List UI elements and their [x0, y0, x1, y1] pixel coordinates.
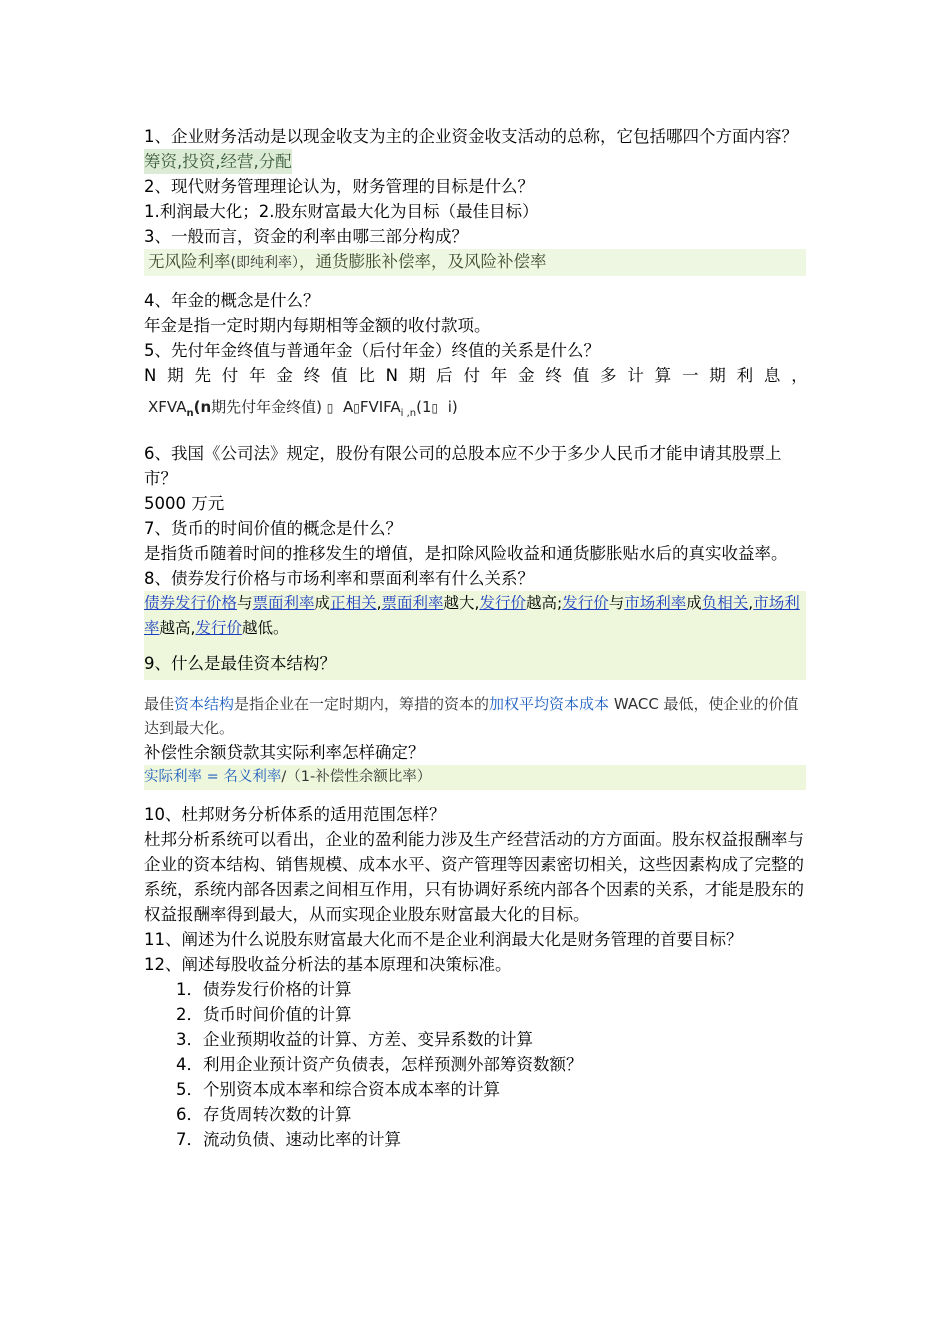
q5-question: 5、先付年金终值与普通年金（后付年金）终值的关系是什么？: [144, 341, 600, 360]
q5-answer-word: 多: [600, 366, 617, 385]
formula-sub-n: n: [186, 408, 194, 419]
list-item: 2．货币时间价值的计算: [176, 1005, 352, 1024]
q5-answer-word: 计: [627, 366, 644, 385]
q10-answer: 杜邦分析系统可以看出，企业的盈利能力涉及生产经营活动的方方面面。股东权益报酬率与企业的资本结构、销售规模、成本水平、资产管理等因素密切相关，这些因素构成了完整的系统，系统内部各因素之间相互作用，只有协调好系统内部各个因素的关系，才能是股东的权益报酬率得到最大，从而实现企业股东财富最大化的目标。: [144, 830, 804, 924]
q5-answer-word: 一: [681, 366, 699, 385]
q5-answer-word: 息: [763, 366, 781, 385]
q8-text: 越高;: [525, 594, 563, 612]
q4-answer: 年金是指一定时期内每期相等金额的收付款项。: [144, 316, 491, 335]
list-item: 5．个别资本成本率和综合资本成本率的计算: [176, 1080, 500, 1099]
link-capital-structure[interactable]: 资本结构: [174, 695, 235, 713]
link-coupon-rate[interactable]: 票面利率: [381, 594, 444, 612]
link-negative-correlation[interactable]: 负相关: [701, 594, 749, 612]
formula-box-icon: ▯: [431, 401, 439, 415]
q5-answer-word: 利: [736, 366, 754, 385]
q6-answer: 5000 万元: [144, 494, 225, 513]
q5-answer-word: 先: [194, 366, 211, 385]
list-item: 6．存货周转次数的计算: [176, 1105, 352, 1124]
q5-answer-word: 算: [654, 366, 672, 385]
formula-sub-in: i ,n: [400, 408, 417, 419]
formula-i: i): [447, 398, 458, 416]
list-item: 3．企业预期收益的计算、方差、变异系数的计算: [176, 1030, 533, 1049]
link-issue-price[interactable]: 发行价: [195, 619, 242, 637]
q12-question: 12、阐述每股收益分析法的基本原理和决策标准。: [144, 955, 512, 974]
link-bond-issue-price[interactable]: 债券发行价格: [144, 594, 238, 612]
q11-question: 11、阐述为什么说股东财富最大化而不是企业利润最大化是财务管理的首要目标？: [144, 930, 743, 949]
q10-question: 10、杜邦财务分析体系的适用范围怎样？: [144, 805, 446, 824]
list-item: 4．利用企业预计资产负债表，怎样预测外部筹资数额？: [176, 1055, 583, 1074]
q7-question: 7、货币的时间价值的概念是什么？: [144, 519, 402, 538]
q3-answer-note: (即纯利率）: [230, 255, 299, 271]
q9-question: 9、什么是最佳资本结构？: [144, 651, 806, 680]
q4-question: 4、年金的概念是什么？: [144, 291, 320, 310]
q5-answer-word: 后: [436, 366, 453, 385]
q7-answer: 是指货币随着时间的推移发生的增值，是扣除风险收益和通货膨胀贴水后的真实收益率。: [144, 544, 788, 563]
q9-sub-question: 补偿性余额贷款其实际利率怎样确定？: [144, 743, 425, 762]
q8-text: 越低。: [241, 619, 289, 637]
q9-text: 是指企业在一定时期内，筹措的资本的: [234, 695, 490, 713]
q9-formula: [144, 765, 806, 790]
link-market-rate[interactable]: 市场利率: [624, 594, 687, 612]
q3-answer: [144, 249, 806, 276]
q5-answer-word: 期: [167, 366, 184, 385]
formula-xfva: XFVA: [148, 398, 187, 416]
q9-text: WACC 最低，使企业的价值达到最大化。: [144, 695, 799, 737]
q5-answer-word: 金: [518, 366, 535, 385]
q8-text: ,: [748, 594, 754, 612]
q8-text: 成: [686, 594, 702, 612]
q5-answer-word: 值: [331, 366, 348, 385]
link-issue-price[interactable]: 发行价: [479, 594, 526, 612]
q5-formula: [144, 392, 808, 429]
q5-answer-word: 期: [408, 366, 426, 385]
q8-text: ,: [376, 594, 382, 612]
q8-question: 8、债券发行价格与市场利率和票面利率有什么关系？: [144, 569, 534, 588]
q1-answer: 筹资,投资,经营,分配: [144, 149, 292, 174]
q8-text: 越高,: [159, 619, 196, 637]
q9-text: 最佳: [144, 695, 175, 713]
q5-answer-word: 终: [303, 366, 321, 385]
q2-question: 2、现代财务管理理论认为，财务管理的目标是什么？: [144, 177, 534, 196]
q3-question: 3、一般而言，资金的利率由哪三部分构成？: [144, 227, 468, 246]
q3-answer-term: 无风险利率: [148, 252, 231, 271]
q8-answer: [144, 591, 806, 641]
q5-answer-word: 值: [572, 366, 590, 385]
q5-answer-word: 付: [463, 366, 480, 385]
q8-text: 越大,: [443, 594, 480, 612]
q3-answer-rest: ，通货膨胀补偿率，及风险补偿率: [298, 252, 547, 271]
formula-paren: (1: [416, 398, 432, 416]
link-market-rate[interactable]: 市场利率: [144, 594, 800, 637]
formula-box-icon: ▯: [353, 401, 360, 415]
q5-answer-word: 终: [545, 366, 562, 385]
q5-answer-word: 年: [249, 366, 266, 385]
q6-question: 6、我国《公司法》规定，股份有限公司的总股本应不少于多少人民币才能申请其股票上市？: [144, 444, 782, 488]
formula-fvifa: FVIFA: [359, 398, 401, 416]
q8-text: 与: [608, 594, 625, 612]
q5-answer: [144, 363, 808, 388]
link-coupon-rate[interactable]: 票面利率: [252, 594, 315, 612]
list-item: 1．债券发行价格的计算: [176, 980, 352, 999]
q5-answer-word: 期: [709, 366, 726, 385]
q5-answer-word: 比: [358, 366, 375, 385]
calc-list: [144, 977, 808, 1152]
q9-formula-text: /（1-补偿性余额比率）: [281, 769, 432, 785]
q5-answer-word: 年: [490, 366, 508, 385]
q5-answer-word: ，: [791, 366, 808, 385]
formula-a: A: [342, 398, 354, 416]
q5-answer-word: 金: [276, 366, 293, 385]
q5-answer-word: N: [144, 366, 157, 385]
link-real-rate[interactable]: 实际利率 = 名义利率: [144, 769, 282, 785]
link-issue-price[interactable]: 发行价: [562, 594, 609, 612]
formula-n: (n: [193, 398, 212, 416]
list-item: 7．流动负债、速动比率的计算: [176, 1130, 401, 1149]
q9-answer: [144, 692, 808, 740]
link-wacc[interactable]: 加权平均资本成本: [489, 695, 610, 713]
q5-answer-word: N: [385, 366, 398, 385]
q1-question: 1、企业财务活动是以现金收支为主的企业资金收支活动的总称，它包括哪四个方面内容？: [144, 127, 798, 146]
document-page: [144, 124, 808, 1152]
q8-text: 与: [237, 594, 253, 612]
q5-answer-word: 付: [221, 366, 239, 385]
q2-answer: 1.利润最大化；2.股东财富最大化为目标（最佳目标）: [144, 202, 539, 221]
formula-box-icon: ▯: [326, 401, 334, 415]
formula-desc: 期先付年金终值): [211, 398, 322, 416]
link-positive-correlation[interactable]: 正相关: [330, 594, 377, 612]
q8-text: 成: [314, 594, 331, 612]
